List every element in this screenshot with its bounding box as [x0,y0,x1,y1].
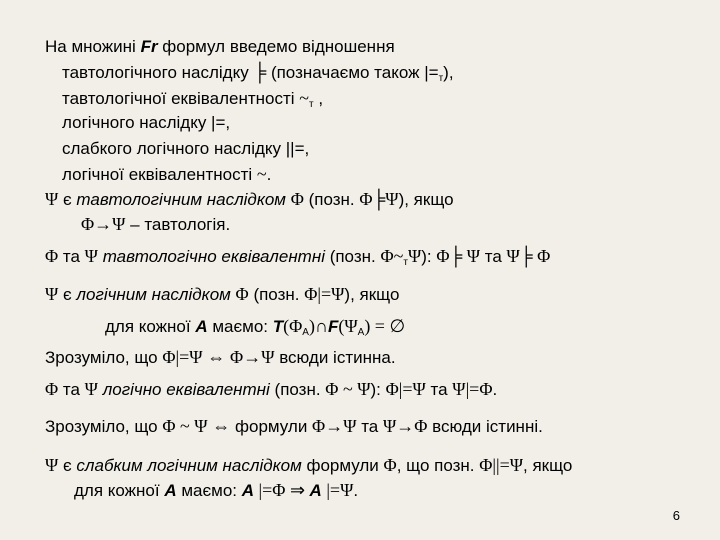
text-segment: (позн. [324,247,381,266]
text-segment: ⇔ [212,416,231,436]
text-segment: , [313,89,324,108]
text-segment: . [266,165,272,184]
text-segment: A [241,481,255,500]
text-segment: та [480,247,507,266]
text-segment: Зрозуміло, що [45,417,163,436]
text-segment: Φ||=Ψ [479,455,524,475]
text-segment: маємо: [176,481,242,500]
text-segment: ~ [256,164,267,184]
text-segment: – тавтологія. [125,215,231,234]
text-segment: Φ ~ Ψ [325,379,371,399]
text-segment: T [272,317,284,336]
text-segment: Φ [235,284,249,304]
text-segment: Ψ╞ Φ [506,246,551,266]
page-number: 6 [672,508,680,523]
line-weak-logical-consequence-def [62,139,309,159]
text-segment: (позначаємо також |= [266,63,439,82]
text-segment: (Ψ [338,316,358,336]
text-segment: |=Ψ [321,480,354,500]
line-logical-consequence-condition [105,316,405,337]
text-segment: слабким логічним наслідком [76,456,302,475]
text-segment: логічної еквівалентності [62,165,257,184]
line-tautological-consequence-def [62,62,454,83]
text-segment: F [327,317,339,336]
line-logical-equivalence-def [62,164,271,185]
text-segment: Φ|=Ψ [162,347,203,367]
text-segment: Φ→Ψ [312,416,357,436]
text-segment: Зрозуміло, що [45,348,163,367]
line-tautological-equivalence [45,246,550,267]
text-segment: A [164,481,177,500]
text-segment: ) = ∅ [364,316,406,336]
line-weak-logical-consequence [45,455,572,476]
text-segment: є [58,190,77,209]
text-segment: Φ~ [380,246,404,266]
text-segment: є [58,285,77,304]
line-logical-consequence-remark [45,347,396,368]
line-logical-consequence [45,284,399,305]
text-segment: Φ ~ Ψ [162,416,208,436]
text-segment: Φ [383,455,397,475]
text-segment: Ψ [45,284,59,304]
text-segment: тавтологічно еквівалентні [102,247,325,266]
text-segment: логічного наслідку |=, [62,113,231,132]
text-segment: A [302,327,309,338]
line-intro [45,37,395,57]
text-segment: ╞ [253,62,267,82]
text-segment: Ψ [45,455,59,475]
text-segment: ~ [299,88,309,108]
text-segment: Ψ→Φ [382,416,428,436]
text-segment: тавтологічної еквівалентності [62,89,300,108]
text-segment: A [309,481,322,500]
text-segment: (Φ [283,316,303,336]
text-segment: маємо: [207,317,273,336]
text-segment: Φ [45,379,59,399]
line-tautological-consequence [45,189,454,210]
line-tautology-condition [81,214,230,235]
text-segment: Ψ [45,189,59,209]
text-segment: слабкого логічного наслідку ||=, [62,139,310,158]
text-segment: )∩ [308,316,328,336]
text-segment: Fr [140,37,158,56]
text-segment: т [309,99,314,110]
text-segment: та [356,417,383,436]
text-segment: |=Φ ⇒ [254,480,310,500]
line-logical-equivalence [45,379,497,400]
text-segment: для кожної [105,317,196,336]
text-segment: Φ [45,246,59,266]
line-logical-equivalence-remark [45,416,543,437]
text-segment: . [492,380,498,399]
text-segment: логічно еквівалентні [102,380,270,399]
text-segment: Φ╞Ψ [359,189,399,209]
text-segment: (позн. [248,285,305,304]
text-segment: ), якщо [344,285,400,304]
line-weak-logical-consequence-condition [74,480,358,501]
text-segment: ), [443,63,454,82]
text-segment: та [58,247,85,266]
line-logical-consequence-def [62,113,230,133]
text-segment: формули [230,417,313,436]
text-segment: Φ→Ψ [230,347,275,367]
text-segment: Ψ|=Φ [452,379,493,399]
text-segment: всюди істинні. [427,417,543,436]
line-tautological-equivalence-def [62,88,323,109]
text-segment: тавтологічним наслідком [76,190,286,209]
text-segment: ), якщо [398,190,454,209]
text-segment: Φ|=Ψ [304,284,345,304]
text-segment: Ψ [84,246,98,266]
text-segment: , що позн. [396,456,480,475]
text-segment: , якщо [523,456,573,475]
text-segment: A [195,317,208,336]
text-segment: ): [370,380,386,399]
text-segment: Ψ [407,246,422,266]
text-segment: . [353,481,359,500]
text-segment: т [438,73,444,84]
text-segment: ⇔ [207,347,226,367]
text-segment: Φ|=Ψ [385,379,426,399]
text-segment: тавтологічного наслідку [62,63,254,82]
text-segment: (позн. [269,380,326,399]
text-segment: Φ╞ Ψ [436,246,481,266]
text-segment: логічним наслідком [76,285,231,304]
text-segment: всюди істинна. [274,348,396,367]
text-segment: На множині [45,37,141,56]
text-segment: та [425,380,453,399]
text-segment: ): [421,247,437,266]
text-segment: т [403,257,408,268]
text-segment: та [58,380,85,399]
text-segment: формули [301,456,384,475]
text-segment: для кожної [74,481,165,500]
text-segment: Φ→Ψ [81,214,126,234]
text-segment: A [357,327,365,338]
text-segment: Ψ [84,379,98,399]
text-segment: є [58,456,77,475]
text-segment: (позн. [303,190,360,209]
text-segment: формул введемо відношення [157,37,395,56]
text-segment: Φ [290,189,304,209]
